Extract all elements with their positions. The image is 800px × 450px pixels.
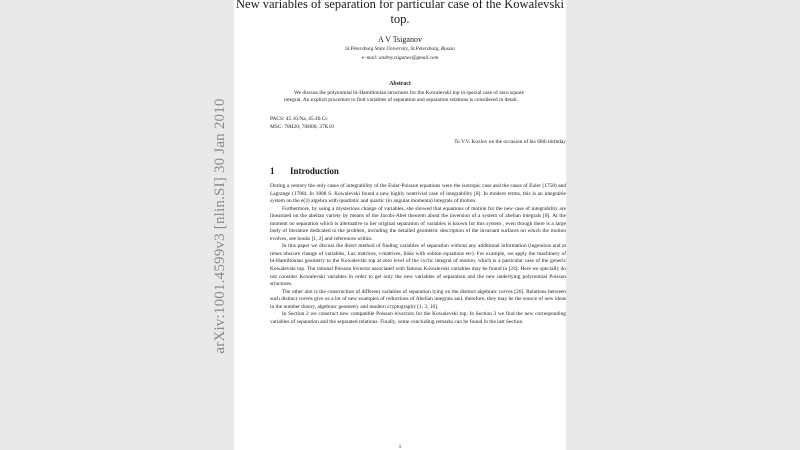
paragraph: In this paper we discuss the direct method of finding variables of separation without any additional information (ingenious and at times obscure change of variables, Lax matrices, r-matrices, links with soliton equations etc). For example, we apply the machinery of bi-Hamiltonian geometry to the Kowalevski top at zero level of the cyclic integral of motion, which is a particular case of the generic Kowalevski top. The rational Poisson bivector associated with famous Kowalevski variables may be found in [24]. Here we specially do not consider Kowalevski variables in order to get only the new variables of separation and the new underlying polynomial Poisson structures. <box>270 243 566 288</box>
paragraph: In Section 2 we construct new compatible Poisson bivectors for the Kowalevski top. In Section 3 we find the new corresponding variables of separation and the separated relations. Finally, some concluding remarks can be found in the last Section. <box>270 311 566 325</box>
abstract-heading: Abstract <box>389 81 411 87</box>
author-email: e–mail: andrey.tsiganov@gmail.com <box>361 55 439 61</box>
author-name: A V Tsiganov <box>378 35 422 44</box>
abstract-text: We discuss the polynomial bi-Hamiltonian structures for the Kowalevski top in special case of zero square integral. An explicit procedure to find variables of separation and separation relations is considered in detail. <box>284 90 524 104</box>
pacs-codes: PACS: 45.10.Na, 45.40.Cc <box>270 116 328 122</box>
paragraph: During a century the only cases of integrability of the Euler-Poisson equations were the isotropic case and the cases of Euler (1758) and Lagrange (1788). In 1888 S. Kowalevski found a new highly nontrivial case of integrability [8]. In modern terms, this is an integrable system on the e(3) algebra with quadratic and quartic (in angular momenta) integrals of motion. <box>270 183 566 205</box>
section-body <box>270 183 566 326</box>
paper-page <box>234 0 566 450</box>
paragraph: Furthermore, by using a mysterious change of variables, she showed that equations of motion for the new case of integrability are linearized on the abelian variety by means of the Jacobi-Abel theorem about the inversion of a system of abelian integrals [8]. At the moment no separation which is alternative to her original separation of variables is known for this system , even though there is a large body of literature dedicated to the problem, including the detailed geometric description of the invariant surfaces on which the motion evolves, see books [1, 2] and references within. <box>270 205 566 242</box>
paragraph: The other aim is the construction of different variables of separation lying on the distinct algebraic curves [26]. Relations between such distinct curves give us a lot of new examples of reductions of Abelian integrals and, therefore, they may be the source of new ideas in the number theory, algebraic geometry and modern cryptography [1, 3, 10]. <box>270 288 566 310</box>
section-number: 1 <box>270 166 275 176</box>
section-title: Introduction <box>290 166 339 176</box>
dedication: To V.V. Kozlov on the occasion of his 60th birthday <box>454 139 566 145</box>
msc-codes: MSC: 70H20; 70H06; 37K10 <box>270 124 334 130</box>
arxiv-identifier-stamp: arXiv:1001.4599v3 [nlin.SI] 30 Jan 2010 <box>212 98 228 354</box>
author-affiliation: St.Petersburg State University, St.Petersburg, Russia <box>345 46 455 52</box>
paper-title: New variables of separation for particular case of the Kowalevski top. <box>236 0 564 26</box>
classification-codes <box>270 115 334 131</box>
section-heading <box>270 166 339 176</box>
page-number: 1 <box>398 444 402 450</box>
